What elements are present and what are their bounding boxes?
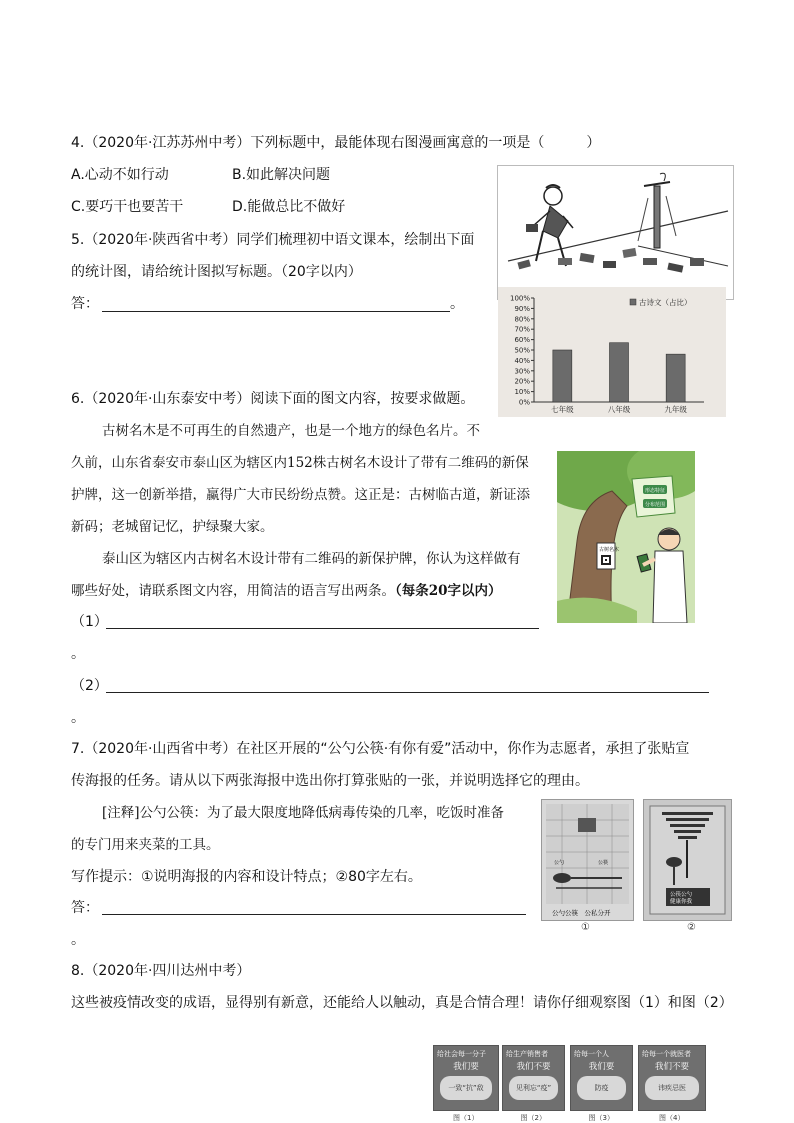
q5-stem-1: 5.（2020年·陕西省中考）同学们梳理初中语文课本，绘制出下面 [71,232,475,248]
q8-card-caption: 图（1） [453,1114,479,1122]
q4-option-a: A.心动不如行动 [71,167,169,183]
q4-option-d: D.能做总比不做好 [232,199,346,215]
y-tick-label: 40% [514,356,530,365]
info-bubble [632,476,675,517]
bubble-label-1: 形态特征 [645,488,666,494]
q8-card-top: 给每一个人 [574,1050,609,1058]
legend-label: 古诗文（占比） [639,298,692,307]
q6-para2-line1: 泰山区为辖区内古树名木设计带有二维码的新保护牌，你认为这样做有 [102,551,521,567]
y-tick-label: 60% [514,336,530,345]
poster-1-drawing [542,800,633,920]
y-tick-label: 90% [514,304,530,313]
y-tick-label: 0% [518,398,530,407]
poster-2 [643,799,732,921]
poster-2-number: ② [687,922,696,933]
q7-answer-label: 答： [71,900,99,916]
x-tick-label: 九年级 [664,405,687,414]
q8-card-body: 见利忘“疫” [509,1076,558,1100]
y-tick-label: 100% [509,294,530,303]
q8-stem: 8.（2020年·四川达州中考） [71,963,251,979]
poster-1 [541,799,634,921]
bar-chart-svg [498,287,726,417]
q5-period: 。 [450,296,464,312]
q6-para1-line3: 护牌，这一创新举措，赢得广大市民纷纷点赞。这正是：古树临古道，新证添 [71,487,530,503]
poster-1-number: ① [581,922,590,933]
tree-drawing [557,451,695,623]
q6-para1-line4: 新码；老城留记忆，护绿聚大家。 [71,519,274,535]
q4-stem: 4.（2020年·江苏苏州中考）下列标题中，最能体现右图漫画寓意的一项是（ ） [71,135,601,151]
bubble-label-2: 分布范围 [645,502,666,508]
q6-para1-line1: 古树名木是不可再生的自然遗产，也是一个地方的绿色名片。不 [102,423,480,439]
q8-card-top: 给生产销售者 [506,1050,548,1058]
y-tick-label: 50% [514,346,530,355]
tree-illustration [557,451,695,623]
q8-card-body: 一致“抗”敌 [440,1076,492,1100]
q6-blank1-label: （1） [71,614,108,630]
q6-blank2-period: 。 [71,710,85,726]
q8-card-2 [502,1045,565,1111]
q7-note-2: 的专门用来夹菜的工具。 [71,837,220,853]
q8-card-4 [638,1045,706,1111]
q4-option-c: C.要巧干也要苦干 [71,199,184,215]
q6-blank2-label: （2） [71,678,108,694]
q8-line-1: 这些被疫情改变的成语，显得别有新意，还能给人以触动，真是合情合理！请你仔细观察图（1）和图（2） [71,995,733,1011]
y-tick-label: 20% [514,377,530,386]
q6-stem: 6.（2020年·山东泰安中考）阅读下面的图文内容，按要求做题。 [71,391,475,407]
poster-1-caption: 公勺公筷 公私分开 [552,909,611,917]
q6-blank1-period: 。 [71,646,85,662]
y-tick-label: 10% [514,388,530,397]
q8-card-caption: 图（2） [520,1114,546,1122]
q8-card-3 [570,1045,633,1111]
poster-1-label-1: 公勺 [554,860,565,866]
y-tick-label: 30% [514,367,530,376]
q5-stem-2: 的统计图，请给统计图拟写标题。（20字以内） [71,264,362,280]
q6-blank1-input[interactable] [106,628,539,629]
q6-para2-text: 哪些好处，请联系图文内容，用简洁的语言写出两条。 [71,583,395,599]
bar-九年级 [666,354,685,402]
x-tick-label: 八年级 [607,405,631,414]
q6-para2-line2 [71,582,502,600]
bar-七年级 [553,350,572,402]
q4-option-b: B.如此解决问题 [232,167,331,183]
y-tick-label: 70% [514,325,530,334]
q8-card-mid: 我们要 [588,1062,615,1072]
cartoon-drawing [498,166,733,299]
q7-stem-2: 传海报的任务。请从以下两张海报中选出你打算张贴的一张，并说明选择它的理由。 [71,773,589,789]
q6-para1-line2: 久前，山东省泰安市泰山区为辖区内152株古树名木设计了带有二维码的新保 [71,455,529,471]
poster-2-drawing [644,800,731,920]
qr-sign-text: 古树名木 [599,547,620,553]
q6-blank2-input[interactable] [106,692,709,693]
q8-card-body: 防疫 [577,1076,626,1100]
poster-1-label-2: 公筷 [598,860,609,866]
q7-stem-1: 7.（2020年·山西省中考）在社区开展的“公勺公筷·有你有爱”活动中，你作为志愿者，承担了张贴宣 [71,741,690,757]
q8-card-1 [433,1045,499,1111]
x-tick-label: 七年级 [551,405,574,414]
q5-answer-blank[interactable] [102,311,450,312]
q7-period: 。 [71,932,85,948]
q6-para2-bold: （每条20字以内） [395,583,502,599]
q8-card-top: 给每一个就医者 [642,1050,691,1058]
q8-card-mid: 我们不要 [516,1062,551,1072]
q8-card-caption: 图（3） [588,1114,614,1122]
poster-2-caption: 公筷公勺健康你我 [670,892,693,905]
q5-answer-label: 答： [71,296,99,312]
bar-八年级 [610,343,629,402]
bar-chart [498,287,726,417]
q8-card-body: 讳疾忌医 [645,1076,699,1100]
legend-swatch [630,299,636,305]
q8-card-mid: 我们不要 [654,1062,689,1072]
cartoon-image [497,165,734,300]
y-tick-label: 80% [514,315,530,324]
q8-card-top: 给社会每一分子 [437,1050,486,1058]
q7-answer-blank[interactable] [102,914,526,915]
q7-hint: 写作提示：①说明海报的内容和设计特点；②80字左右。 [71,869,422,885]
q8-card-mid: 我们要 [453,1062,479,1072]
q7-note-1: [注释]公勺公筷：为了最大限度地降低病毒传染的几率，吃饭时准备 [102,805,505,821]
q8-card-caption: 图（4） [659,1114,685,1122]
